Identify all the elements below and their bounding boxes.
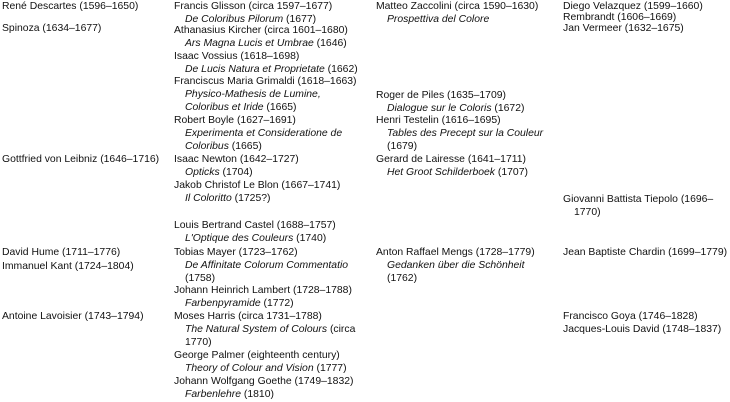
scientist-entry (174, 0, 374, 26)
scientist-work: De Lucis Natura et Proprietate (185, 64, 325, 75)
scientist-work: Opticks (185, 167, 220, 178)
theorist-entry (376, 89, 564, 115)
scientist-entry (174, 50, 374, 76)
theorist-work: Tables des Precept sur la Couleur (387, 128, 544, 139)
scientist-entry (174, 114, 374, 153)
philosopher-entry (2, 0, 170, 13)
philosopher-entry (2, 260, 170, 273)
philosopher-name: Immanuel Kant (1724–1804) (2, 261, 134, 272)
scientist-name: Moses Harris (circa 1731–1788) (174, 311, 322, 322)
scientist-entry (174, 375, 374, 401)
scientist-name: Jakob Christof Le Blon (1667–1741) (174, 180, 341, 191)
scientist-work-year: (1677) (283, 14, 317, 25)
scientist-name: Isaac Newton (1642–1727) (174, 154, 299, 165)
theorist-entry (376, 114, 564, 153)
philosopher-name: David Hume (1711–1776) (2, 247, 121, 258)
philosopher-entry (2, 22, 170, 35)
scientist-work: Farbenlehre (185, 389, 242, 400)
scientist-work-year: (1665) (228, 141, 262, 152)
theorist-work-year: (1672) (491, 103, 525, 114)
scientist-work: Theory of Colour and Vision (185, 363, 314, 374)
scientist-work-year: (1646) (313, 38, 347, 49)
theorist-entry (376, 0, 564, 26)
scientist-entry (174, 179, 374, 205)
theorist-entry (376, 246, 564, 285)
theorist-work: Het Groot Schilderboek (387, 167, 496, 178)
philosopher-name: Gottfried von Leibniz (1646–1716) (2, 154, 160, 165)
scientist-entry (174, 219, 374, 245)
scientist-work-year: (1777) (313, 363, 347, 374)
theorist-name: Roger de Piles (1635–1709) (376, 90, 506, 101)
theorist-name: Gerard de Lairesse (1641–1711) (376, 154, 526, 165)
scientist-work-year: (1725?) (231, 193, 271, 204)
theorist-work-year: (1762) (387, 273, 418, 284)
scientist-work-year: (1662) (324, 64, 358, 75)
scientist-name: Tobias Mayer (1723–1762) (174, 247, 298, 258)
theorist-name: Henri Testelin (1616–1695) (376, 115, 501, 126)
scientist-work-year: (1740) (293, 233, 327, 244)
theorist-name: Anton Raffael Mengs (1728–1779) (376, 247, 535, 258)
scientist-work: Physico-Mathesis de Lumine, Coloribus et Iride (185, 89, 321, 113)
scientist-entry (174, 24, 374, 50)
scientist-name: Louis Bertrand Castel (1688–1757) (174, 220, 336, 231)
philosopher-name: Spinoza (1634–1677) (2, 23, 102, 34)
painter-entry (563, 310, 730, 323)
scientist-work-year: (circa 1770) (185, 324, 356, 348)
scientist-work-year: (1810) (241, 389, 274, 400)
scientist-work-year: (1758) (185, 273, 216, 284)
painter-name: Rembrandt (1606–1669) (563, 12, 677, 23)
theorist-work: Gedanken über die Schönheit (387, 260, 525, 271)
painter-name: Jacques-Louis David (1748–1837) (563, 324, 722, 335)
painter-name-continued: 1770) (574, 207, 601, 218)
scientist-work: De Coloribus Pilorum (185, 14, 284, 25)
scientist-work: Farbenpyramide (185, 298, 261, 309)
painter-entry (563, 193, 730, 219)
theorist-work-year: (1707) (495, 167, 528, 178)
scientist-work-year: (1772) (260, 298, 294, 309)
scientist-work-year: (1704) (219, 167, 253, 178)
scientist-entry (174, 153, 374, 179)
theorist-entry (376, 153, 564, 179)
scientist-name: Franciscus Maria Grimaldi (1618–1663) (174, 76, 357, 87)
scientist-work: Ars Magna Lucis et Umbrae (185, 38, 314, 49)
scientist-entry (174, 246, 374, 285)
theorist-name: Matteo Zaccolini (circa 1590–1630) (376, 1, 539, 12)
theorist-work: Prospettiva del Colore (387, 14, 490, 25)
theorist-work: Dialogue sur le Coloris (387, 103, 492, 114)
scientist-name: Isaac Vossius (1618–1698) (174, 51, 300, 62)
scientist-name: Johann Wolfgang Goethe (1749–1832) (174, 376, 354, 387)
theorist-work-year: (1679) (387, 141, 418, 152)
painter-name: Diego Velazquez (1599–1660) (563, 1, 703, 12)
painter-name: Giovanni Battista Tiepolo (1696– (563, 194, 714, 205)
scientist-entry (174, 75, 374, 114)
scientist-name: Johann Heinrich Lambert (1728–1788) (174, 285, 352, 296)
scientist-work: The Natural System of Colours (185, 324, 328, 335)
philosopher-name: René Descartes (1596–1650) (2, 1, 139, 12)
philosopher-name: Antoine Lavoisier (1743–1794) (2, 311, 144, 322)
painter-entry (563, 22, 730, 35)
scientist-work: Experimenta et Consideratione de Coloribus (185, 128, 343, 152)
painter-entry (563, 323, 730, 336)
scientist-work: Il Coloritto (185, 193, 232, 204)
philosopher-entry (2, 153, 170, 166)
scientist-entry (174, 349, 374, 375)
philosopher-entry (2, 246, 170, 259)
philosopher-entry (2, 310, 170, 323)
painter-name: Francisco Goya (1746–1828) (563, 311, 698, 322)
scientist-work-year: (1665) (263, 102, 297, 113)
scientist-name: Francis Glisson (circa 1597–1677) (174, 1, 333, 12)
scientist-name: George Palmer (eighteenth century) (174, 350, 340, 361)
painter-name: Jean Baptiste Chardin (1699–1779) (563, 247, 728, 258)
painter-entry (563, 246, 730, 259)
scientist-work: De Affinitate Colorum Commentatio (185, 260, 349, 271)
scientist-name: Robert Boyle (1627–1691) (174, 115, 296, 126)
scientist-entry (174, 310, 374, 349)
scientist-entry (174, 284, 374, 310)
scientist-work: L'Optique des Couleurs (185, 233, 294, 244)
scientist-name: Athanasius Kircher (circa 1601–1680) (174, 25, 348, 36)
painter-name: Jan Vermeer (1632–1675) (563, 23, 684, 34)
